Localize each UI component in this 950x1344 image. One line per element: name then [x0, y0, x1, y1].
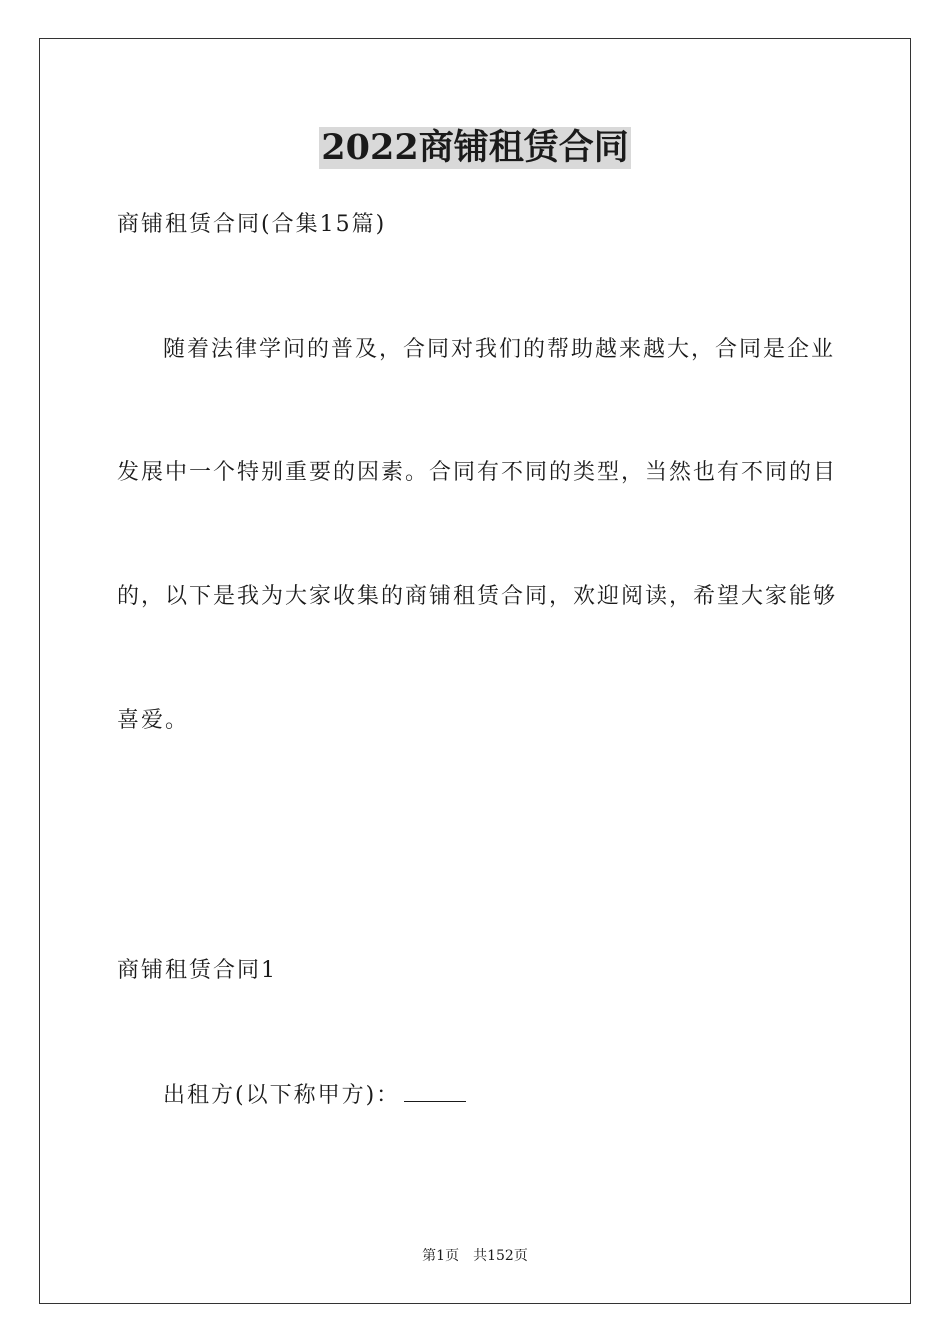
- page-footer: [0, 1247, 950, 1265]
- lessor-blank: [404, 1081, 466, 1102]
- document-subtitle: 商铺租赁合同(合集15篇): [117, 212, 387, 237]
- page-number: 第1页: [422, 1248, 460, 1264]
- lessor-line: [163, 1081, 466, 1111]
- intro-line-1: 随着法律学问的普及，合同对我们的帮助越来越大，合同是企业: [163, 337, 836, 362]
- document-title-wrapper: [0, 127, 950, 169]
- section-heading: 商铺租赁合同1: [117, 958, 277, 983]
- intro-line-2: 发展中一个特别重要的因素。合同有不同的类型，当然也有不同的目: [117, 460, 838, 485]
- document-title: 2022商铺租赁合同: [321, 127, 629, 168]
- intro-line-3: 的，以下是我为大家收集的商铺租赁合同，欢迎阅读，希望大家能够: [117, 584, 838, 609]
- lessor-label: 出租方(以下称甲方)：: [163, 1083, 401, 1108]
- page-total: 共152页: [473, 1248, 528, 1264]
- intro-line-4: 喜爱。: [117, 708, 190, 733]
